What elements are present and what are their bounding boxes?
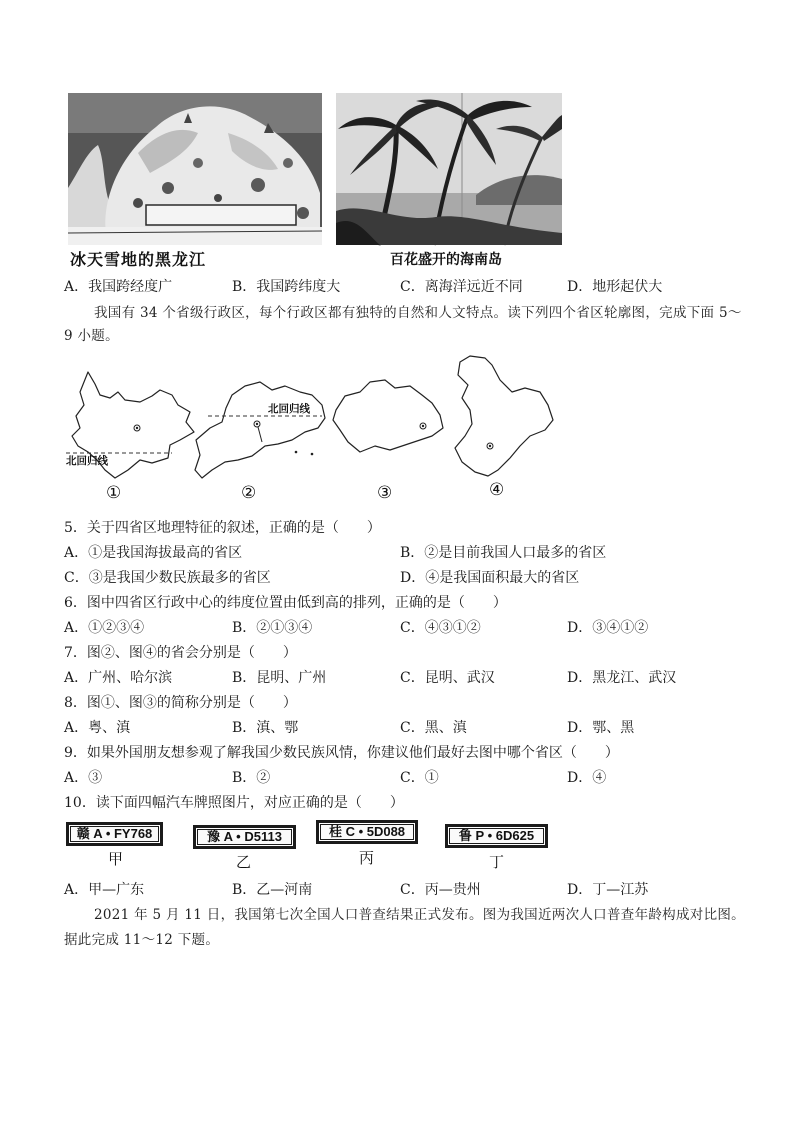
q7-option-b: B．昆明、广州 <box>232 670 327 686</box>
q7-option-a: A．广州、哈尔滨 <box>64 670 173 686</box>
q8-stem: 8．图①、图③的简称分别是（ ） <box>64 695 297 711</box>
intro-5-9-line-1: 我国有 34 个省级行政区，每个行政区都有独特的自然和人文特点。读下列四个省区轮廓图，完成下面 5～ <box>94 305 742 321</box>
q10-option-b: B．乙—河南 <box>232 882 313 898</box>
q4-option-b: B．我国跨纬度大 <box>232 279 341 295</box>
q8-option-a: A．粤、滇 <box>64 720 131 736</box>
q10-option-c: C．丙—贵州 <box>400 882 481 898</box>
q5-option-d: D．④是我国面积最大的省区 <box>400 570 580 586</box>
heilongjiang-snow-photo <box>68 93 322 272</box>
q9-option-b: B．② <box>232 770 271 786</box>
plate-label-jia: 甲 <box>108 850 124 868</box>
license-plate-jia: 赣 A • FY768 <box>66 822 163 846</box>
plate-label-bing: 丙 <box>359 849 375 867</box>
plate-label-ding: 丁 <box>489 853 505 871</box>
q8-option-d: D．鄂、黑 <box>567 720 635 736</box>
license-plate-yi: 豫 A • D5113 <box>193 825 296 849</box>
q9-stem: 9．如果外国朋友想参观了解我国少数民族风情，你建议他们最好去图中哪个省区（ ） <box>64 745 619 761</box>
q6-option-d: D．③④①② <box>567 620 649 636</box>
province-outline-2 <box>195 382 325 478</box>
province-outline-map <box>64 355 558 505</box>
tropic-label-1: 北回归线 <box>66 455 108 467</box>
q10-option-a: A．甲—广东 <box>64 882 145 898</box>
map-number-2: ② <box>241 483 257 503</box>
q9-option-d: D．④ <box>567 770 607 786</box>
q9-option-c: C．① <box>400 770 439 786</box>
q8-option-b: B．滇、鄂 <box>232 720 299 736</box>
hainan-palm-photo <box>336 93 562 272</box>
q6-option-c: C．④③①② <box>400 620 481 636</box>
province-outline-4 <box>455 356 553 476</box>
q4-option-a: A．我国跨经度广 <box>64 279 173 295</box>
hainan-photo-caption: 百花盛开的海南岛 <box>390 252 502 268</box>
q7-stem: 7．图②、图④的省会分别是（ ） <box>64 645 297 661</box>
island-dot <box>311 453 314 456</box>
q6-option-b: B．②①③④ <box>232 620 313 636</box>
q10-option-d: D．丁—江苏 <box>567 882 649 898</box>
q5-option-b: B．②是目前我国人口最多的省区 <box>400 545 607 561</box>
map-number-1: ① <box>106 483 122 503</box>
heilongjiang-photo-caption: 冰天雪地的黑龙江 <box>70 250 207 269</box>
q5-option-c: C．③是我国少数民族最多的省区 <box>64 570 271 586</box>
license-plate-ding: 鲁 P • 6D625 <box>445 824 548 848</box>
intro-5-9-line-2: 9 小题。 <box>64 328 119 344</box>
q4-option-c: C．离海洋远近不同 <box>400 279 523 295</box>
map-number-3: ③ <box>377 483 393 503</box>
island-dot <box>295 451 298 454</box>
province-outline-3 <box>333 380 443 452</box>
q7-option-d: D．黑龙江、武汉 <box>567 670 677 686</box>
plate-label-yi: 乙 <box>236 853 252 871</box>
intro-11-12-line-2: 据此完成 11～12 下题。 <box>64 932 220 948</box>
q10-stem: 10．读下面四幅汽车牌照图片，对应正确的是（ ） <box>64 795 404 811</box>
q8-option-c: C．黑、滇 <box>400 720 467 736</box>
q4-option-d: D．地形起伏大 <box>567 279 663 295</box>
intro-11-12-line-1: 2021 年 5 月 11 日，我国第七次全国人口普查结果正式发布。图为我国近两次人口普查年龄构成对比图。 <box>94 907 745 923</box>
q5-option-a: A．①是我国海拔最高的省区 <box>64 545 243 561</box>
tropic-label-2: 北回归线 <box>268 403 310 415</box>
q6-stem: 6．图中四省区行政中心的纬度位置由低到高的排列，正确的是（ ） <box>64 595 507 611</box>
q6-option-a: A．①②③④ <box>64 620 145 636</box>
q5-stem: 5．关于四省区地理特征的叙述，正确的是（ ） <box>64 520 381 536</box>
map-number-4: ④ <box>489 480 505 500</box>
q7-option-c: C．昆明、武汉 <box>400 670 495 686</box>
q9-option-a: A．③ <box>64 770 103 786</box>
license-plate-bing: 桂 C • 5D088 <box>316 820 418 844</box>
